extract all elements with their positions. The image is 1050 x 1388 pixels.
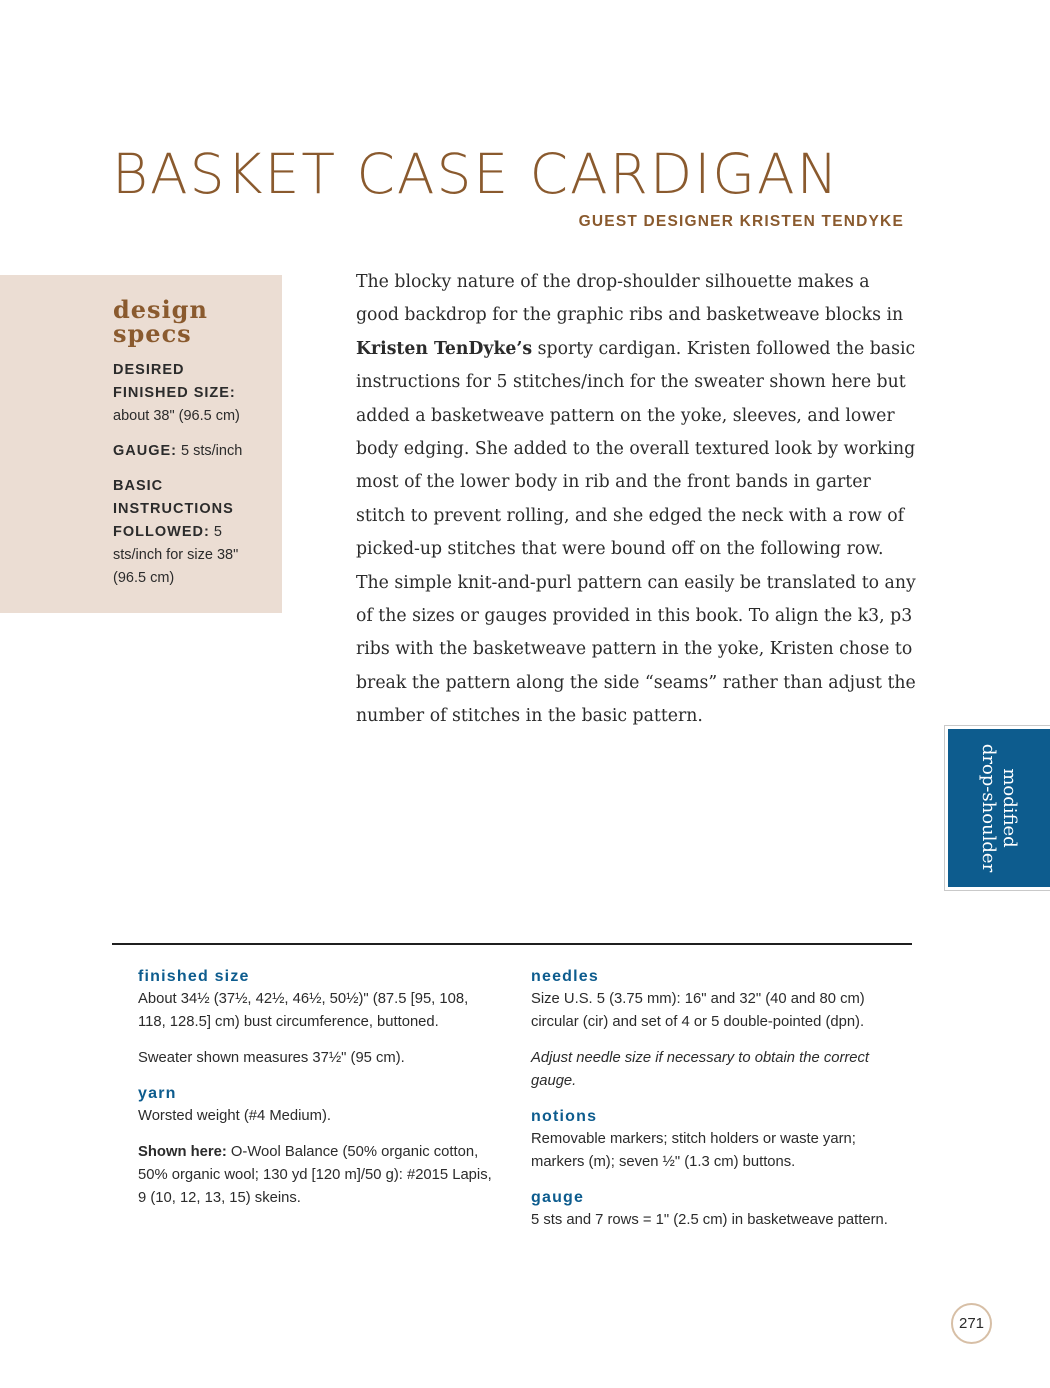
chapter-side-tab-label [978,744,1020,872]
yarn-shown-text: O-Wool Balance (50% organic cotton, 50% organic wool; 130 yd [120 m]/50 g): #2015 Lapis, 9 (10, 12, 13, 15) skeins. [138,1144,492,1206]
side-tab-line2: drop-shoulder [978,743,999,873]
design-specs-list [113,359,263,602]
section-divider [112,943,912,945]
needles-text: Size U.S. 5 (3.75 mm): 16" and 32" (40 and 80 cm) circular (cir) and set of 4 or 5 double-pointed (dpn). [531,991,865,1030]
yarn-shown-label: Shown here: [138,1144,227,1160]
notions-heading: notions [531,1108,598,1125]
spec-label: GAUGE: [113,443,177,459]
page-number: 271 [951,1303,992,1344]
specs-column-right [531,966,891,1245]
spec-basic-instructions [113,475,263,590]
yarn-text: Worsted weight (#4 Medium). [138,1108,331,1124]
specs-column-left [138,966,498,1223]
design-specs-box [0,275,282,613]
guest-designer-credit: GUEST DESIGNER KRISTEN TENDYKE [578,213,904,230]
design-specs-heading-line1: design [113,295,208,324]
spec-label: BASIC INSTRUCTIONS FOLLOWED: [113,478,234,540]
finished-size-text: About 34½ (37½, 42½, 46½, 50½)" (87.5 [95, 108, 118, 128.5] cm) bust circumference, buttoned. [138,991,469,1030]
design-specs-heading-line2: specs [113,319,192,348]
page-title: BASKET CASE CARDIGAN [112,142,840,206]
spec-value: 5 sts/inch [181,443,243,459]
spec-label: DESIRED FINISHED SIZE: [113,362,236,401]
intro-designer-name: Kristen TenDyke’s [356,338,533,359]
yarn-shown-here [138,1141,498,1210]
needles-note-text: Adjust needle size if necessary to obtain the correct gauge. [531,1050,870,1089]
side-tab-line1: modified [999,768,1020,848]
chapter-side-tab[interactable] [945,726,1050,890]
spec-value: about 38" (96.5 cm) [113,408,240,424]
intro-paragraph [356,266,916,734]
intro-text-part1: The blocky nature of the drop-shoulder silhouette makes a good backdrop for the graphic ribs and basketweave blocks in [356,272,904,326]
spec-finished-size [113,359,263,428]
gauge-text: 5 sts and 7 rows = 1" (2.5 cm) in basketweave pattern. [531,1212,888,1228]
notions-text: Removable markers; stitch holders or waste yarn; markers (m); seven ½" (1.3 cm) buttons. [531,1131,856,1170]
finished-size-shown: Sweater shown measures 37½" (95 cm). [138,1050,405,1066]
needles-heading: needles [531,968,599,985]
finished-size-heading: finished size [138,968,250,985]
spec-value: 5 sts/inch for size 38" (96.5 cm) [113,524,239,586]
spec-gauge [113,440,263,463]
design-specs-heading [113,295,208,348]
gauge-heading: gauge [531,1189,585,1206]
yarn-heading: yarn [138,1085,177,1102]
needles-note [531,1047,891,1093]
intro-text-part2: sporty cardigan. Kristen followed the basic instructions for 5 stitches/inch for the sweater shown here but added a basketweave pattern on the yoke, sleeves, and lower body edging. She added to the overall textured look by working most of the lower body in rib and the front bands in garter stitch to prevent rolling, and she edged the neck with a row of picked-up stitches that were bound off on the following row. The simple knit-and-purl pattern can easily be translated to any of the sizes or gauges provided in this book. To align the k3, p3 ribs with the basketweave pattern in the yoke, Kristen chose to break the pattern along the side “seams” rather than adjust the number of stitches in the basic pattern. [356,338,916,727]
